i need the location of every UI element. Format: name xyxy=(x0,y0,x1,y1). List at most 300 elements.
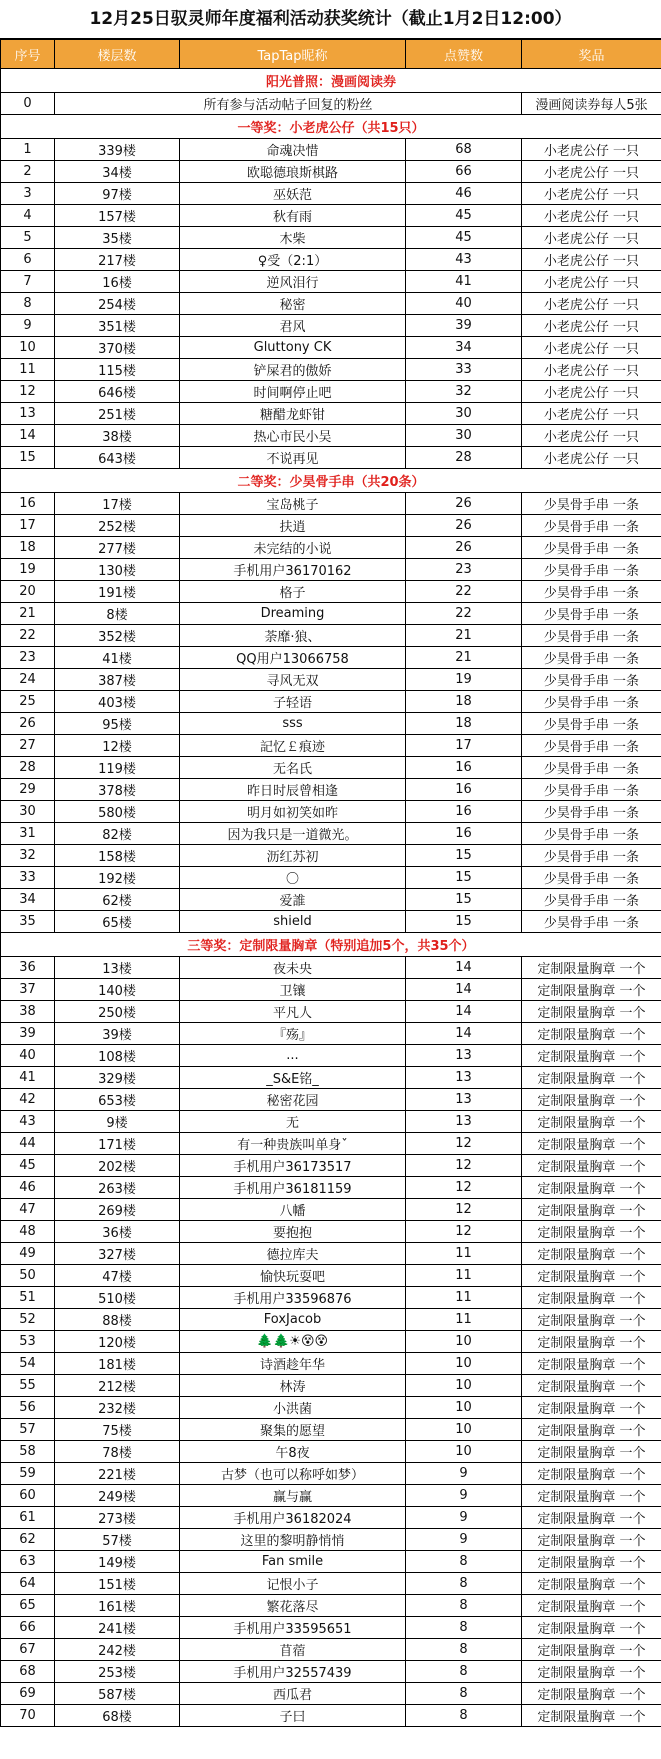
cell-prize: 定制限量胸章 一个 xyxy=(522,1023,661,1045)
cell-index: 67 xyxy=(1,1639,55,1661)
cell-index: 33 xyxy=(1,867,55,889)
cell-likes: 16 xyxy=(406,823,522,845)
table-row xyxy=(1,1089,661,1111)
cell-prize: 少昊骨手串 一条 xyxy=(522,845,661,867)
table-row xyxy=(1,801,661,823)
cell-index: 41 xyxy=(1,1067,55,1089)
header-likes: 点赞数 xyxy=(406,40,522,69)
table-row xyxy=(1,757,661,779)
table-row xyxy=(1,493,661,515)
cell-nickname: Dreaming xyxy=(180,603,406,625)
cell-nickname: 手机用户36170162 xyxy=(180,559,406,581)
cell-index: 59 xyxy=(1,1463,55,1485)
section-title: 阳光普照：漫画阅读券 xyxy=(1,69,661,93)
cell-likes: 14 xyxy=(406,1023,522,1045)
cell-likes: 14 xyxy=(406,957,522,979)
cell-index: 44 xyxy=(1,1133,55,1155)
cell-likes: 10 xyxy=(406,1375,522,1397)
cell-nickname: 宝岛桃子 xyxy=(180,493,406,515)
cell-floor: 13楼 xyxy=(55,957,180,979)
cell-index: 55 xyxy=(1,1375,55,1397)
cell-index: 12 xyxy=(1,381,55,403)
cell-floor: 8楼 xyxy=(55,603,180,625)
table-row xyxy=(1,1661,661,1683)
cell-floor: 158楼 xyxy=(55,845,180,867)
cell-nickname: 糖醋龙虾钳 xyxy=(180,403,406,425)
table-row xyxy=(1,139,661,161)
cell-nickname: FoxJacob xyxy=(180,1309,406,1331)
cell-prize: 定制限量胸章 一个 xyxy=(522,1419,661,1441)
cell-floor: 250楼 xyxy=(55,1001,180,1023)
cell-index: 14 xyxy=(1,425,55,447)
cell-prize: 定制限量胸章 一个 xyxy=(522,1221,661,1243)
cell-index: 70 xyxy=(1,1705,55,1727)
header-index: 序号 xyxy=(1,40,55,69)
table-row xyxy=(1,735,661,757)
cell-prize: 小老虎公仔 一只 xyxy=(522,249,661,271)
cell-index: 53 xyxy=(1,1331,55,1353)
table-row xyxy=(1,359,661,381)
cell-likes: 15 xyxy=(406,911,522,933)
table-row xyxy=(1,1045,661,1067)
cell-nickname: 手机用户32557439 xyxy=(180,1661,406,1683)
cell-nickname: 格子 xyxy=(180,581,406,603)
cell-floor: 119楼 xyxy=(55,757,180,779)
cell-likes: 13 xyxy=(406,1045,522,1067)
table-row xyxy=(1,911,661,933)
cell-nickname: 无 xyxy=(180,1111,406,1133)
table-row xyxy=(1,293,661,315)
header-row xyxy=(1,40,661,69)
cell-likes: 10 xyxy=(406,1331,522,1353)
table-row xyxy=(1,1485,661,1507)
header-floor: 楼层数 xyxy=(55,40,180,69)
cell-floor: 241楼 xyxy=(55,1617,180,1639)
table-row xyxy=(1,713,661,735)
cell-nickname: sss xyxy=(180,713,406,735)
table-row xyxy=(1,1199,661,1221)
table-row xyxy=(1,889,661,911)
table-row xyxy=(1,779,661,801)
cell-prize: 少昊骨手串 一条 xyxy=(522,515,661,537)
cell-index: 62 xyxy=(1,1529,55,1551)
cell-prize: 小老虎公仔 一只 xyxy=(522,425,661,447)
cell-prize: 定制限量胸章 一个 xyxy=(522,1133,661,1155)
cell-prize: 定制限量胸章 一个 xyxy=(522,1705,661,1727)
cell-nickname: 扶逍 xyxy=(180,515,406,537)
table-row xyxy=(1,1705,661,1727)
cell-prize: 小老虎公仔 一只 xyxy=(522,359,661,381)
table-row xyxy=(1,315,661,337)
cell-index: 40 xyxy=(1,1045,55,1067)
cell-index: 68 xyxy=(1,1661,55,1683)
section-title: 二等奖：少昊骨手串（共20条） xyxy=(1,469,661,493)
cell-nickname: 记恨小子 xyxy=(180,1573,406,1595)
cell-floor: 202楼 xyxy=(55,1155,180,1177)
cell-nickname: 繁花落尽 xyxy=(180,1595,406,1617)
cell-floor: 108楼 xyxy=(55,1045,180,1067)
cell-floor: 587楼 xyxy=(55,1683,180,1705)
cell-nickname: 子曰 xyxy=(180,1705,406,1727)
cell-prize: 定制限量胸章 一个 xyxy=(522,1155,661,1177)
cell-nickname: 手机用户33595651 xyxy=(180,1617,406,1639)
cell-prize: 少昊骨手串 一条 xyxy=(522,691,661,713)
table-row xyxy=(1,845,661,867)
cell-likes: 13 xyxy=(406,1111,522,1133)
table-row xyxy=(1,425,661,447)
cell-prize: 小老虎公仔 一只 xyxy=(522,139,661,161)
cell-prize: 小老虎公仔 一只 xyxy=(522,337,661,359)
cell-nickname: 林涛 xyxy=(180,1375,406,1397)
cell-prize: 少昊骨手串 一条 xyxy=(522,493,661,515)
table-row xyxy=(1,669,661,691)
cell-likes: 8 xyxy=(406,1639,522,1661)
cell-prize: 小老虎公仔 一只 xyxy=(522,381,661,403)
cell-likes: 17 xyxy=(406,735,522,757)
cell-nickname: 命魂决惜 xyxy=(180,139,406,161)
cell-index: 0 xyxy=(1,93,55,115)
cell-floor: 329楼 xyxy=(55,1067,180,1089)
cell-nickname: 小洪菌 xyxy=(180,1397,406,1419)
table-row xyxy=(1,1683,661,1705)
cell-likes: 41 xyxy=(406,271,522,293)
cell-prize: 定制限量胸章 一个 xyxy=(522,1683,661,1705)
header-nickname: TapTap昵称 xyxy=(180,40,406,69)
cell-floor: 75楼 xyxy=(55,1419,180,1441)
cell-prize: 少昊骨手串 一条 xyxy=(522,801,661,823)
table-row xyxy=(1,271,661,293)
cell-likes: 10 xyxy=(406,1397,522,1419)
cell-likes: 11 xyxy=(406,1309,522,1331)
cell-floor: 161楼 xyxy=(55,1595,180,1617)
cell-floor: 115楼 xyxy=(55,359,180,381)
cell-likes: 15 xyxy=(406,845,522,867)
cell-nickname: 昨日时辰曾相逢 xyxy=(180,779,406,801)
cell-index: 11 xyxy=(1,359,55,381)
cell-nickname: 这里的黎明静悄悄 xyxy=(180,1529,406,1551)
cell-index: 4 xyxy=(1,205,55,227)
table-row xyxy=(1,1595,661,1617)
cell-floor: 646楼 xyxy=(55,381,180,403)
cell-likes: 22 xyxy=(406,603,522,625)
cell-nickname: QQ用户13066758 xyxy=(180,647,406,669)
table-row xyxy=(1,1001,661,1023)
cell-floor: 351楼 xyxy=(55,315,180,337)
cell-floor: 34楼 xyxy=(55,161,180,183)
table-row xyxy=(1,537,661,559)
table-row xyxy=(1,625,661,647)
cell-nickname: 手机用户33596876 xyxy=(180,1287,406,1309)
cell-nickname: 秘密花园 xyxy=(180,1089,406,1111)
table-row xyxy=(1,1023,661,1045)
cell-floor: 181楼 xyxy=(55,1353,180,1375)
cell-likes: 15 xyxy=(406,889,522,911)
cell-floor: 68楼 xyxy=(55,1705,180,1727)
cell-floor: 327楼 xyxy=(55,1243,180,1265)
table-row xyxy=(1,1111,661,1133)
cell-floor: 78楼 xyxy=(55,1441,180,1463)
cell-floor: 191楼 xyxy=(55,581,180,603)
cell-index: 23 xyxy=(1,647,55,669)
cell-nickname: 愉快玩耍吧 xyxy=(180,1265,406,1287)
cell-index: 16 xyxy=(1,493,55,515)
cell-likes: 11 xyxy=(406,1287,522,1309)
cell-likes: 39 xyxy=(406,315,522,337)
cell-likes: 13 xyxy=(406,1067,522,1089)
table-row xyxy=(1,1309,661,1331)
cell-likes: 45 xyxy=(406,205,522,227)
cell-prize: 定制限量胸章 一个 xyxy=(522,1639,661,1661)
table-row xyxy=(1,1397,661,1419)
cell-floor: 41楼 xyxy=(55,647,180,669)
cell-prize: 少昊骨手串 一条 xyxy=(522,823,661,845)
table-row xyxy=(1,1287,661,1309)
section-title: 一等奖：小老虎公仔（共15只） xyxy=(1,115,661,139)
section-row xyxy=(1,933,661,957)
cell-index: 20 xyxy=(1,581,55,603)
table-row xyxy=(1,93,661,115)
cell-nickname: 爱誰 xyxy=(180,889,406,911)
cell-index: 18 xyxy=(1,537,55,559)
cell-index: 1 xyxy=(1,139,55,161)
cell-floor: 192楼 xyxy=(55,867,180,889)
cell-likes: 30 xyxy=(406,425,522,447)
cell-index: 39 xyxy=(1,1023,55,1045)
table-row xyxy=(1,581,661,603)
cell-prize: 小老虎公仔 一只 xyxy=(522,293,661,315)
cell-likes: 16 xyxy=(406,757,522,779)
cell-floor: 263楼 xyxy=(55,1177,180,1199)
cell-likes: 26 xyxy=(406,537,522,559)
cell-prize: 定制限量胸章 一个 xyxy=(522,1463,661,1485)
cell-index: 57 xyxy=(1,1419,55,1441)
cell-prize: 定制限量胸章 一个 xyxy=(522,979,661,1001)
cell-index: 42 xyxy=(1,1089,55,1111)
cell-index: 28 xyxy=(1,757,55,779)
table-row xyxy=(1,1155,661,1177)
table-row xyxy=(1,1133,661,1155)
cell-prize: 定制限量胸章 一个 xyxy=(522,1353,661,1375)
cell-nickname: 寻风无双 xyxy=(180,669,406,691)
cell-index: 26 xyxy=(1,713,55,735)
cell-index: 3 xyxy=(1,183,55,205)
cell-likes: 8 xyxy=(406,1683,522,1705)
cell-index: 19 xyxy=(1,559,55,581)
table-row xyxy=(1,1617,661,1639)
cell-description: 所有参与活动帖子回复的粉丝 xyxy=(55,93,522,115)
cell-index: 45 xyxy=(1,1155,55,1177)
table-row xyxy=(1,1221,661,1243)
cell-likes: 12 xyxy=(406,1199,522,1221)
cell-likes: 11 xyxy=(406,1243,522,1265)
table-row xyxy=(1,957,661,979)
page-title: 12月25日驭灵师年度福利活动获奖统计（截止1月2日12:00） xyxy=(0,0,661,39)
cell-prize: 定制限量胸章 一个 xyxy=(522,1375,661,1397)
table-row xyxy=(1,1331,661,1353)
cell-floor: 510楼 xyxy=(55,1287,180,1309)
cell-floor: 643楼 xyxy=(55,447,180,469)
cell-floor: 242楼 xyxy=(55,1639,180,1661)
cell-likes: 10 xyxy=(406,1353,522,1375)
cell-likes: 9 xyxy=(406,1529,522,1551)
cell-likes: 23 xyxy=(406,559,522,581)
cell-floor: 157楼 xyxy=(55,205,180,227)
cell-floor: 38楼 xyxy=(55,425,180,447)
cell-nickname: 平凡人 xyxy=(180,1001,406,1023)
cell-likes: 46 xyxy=(406,183,522,205)
table-row xyxy=(1,1507,661,1529)
cell-index: 49 xyxy=(1,1243,55,1265)
cell-likes: 16 xyxy=(406,801,522,823)
table-row xyxy=(1,1639,661,1661)
cell-floor: 65楼 xyxy=(55,911,180,933)
cell-nickname: 卫镶 xyxy=(180,979,406,1001)
cell-prize: 漫画阅读券每人5张 xyxy=(522,93,661,115)
cell-nickname: 沥红苏初 xyxy=(180,845,406,867)
cell-index: 65 xyxy=(1,1595,55,1617)
table-row xyxy=(1,1463,661,1485)
cell-prize: 定制限量胸章 一个 xyxy=(522,1397,661,1419)
cell-prize: 小老虎公仔 一只 xyxy=(522,183,661,205)
cell-index: 6 xyxy=(1,249,55,271)
table-row xyxy=(1,1177,661,1199)
cell-floor: 254楼 xyxy=(55,293,180,315)
cell-index: 31 xyxy=(1,823,55,845)
cell-floor: 120楼 xyxy=(55,1331,180,1353)
cell-nickname: 欧聪德琅斯棋路 xyxy=(180,161,406,183)
cell-prize: 少昊骨手串 一条 xyxy=(522,911,661,933)
cell-likes: 14 xyxy=(406,1001,522,1023)
cell-likes: 10 xyxy=(406,1419,522,1441)
table-row xyxy=(1,647,661,669)
cell-index: 61 xyxy=(1,1507,55,1529)
cell-floor: 653楼 xyxy=(55,1089,180,1111)
cell-prize: 定制限量胸章 一个 xyxy=(522,1331,661,1353)
table-row xyxy=(1,867,661,889)
cell-floor: 171楼 xyxy=(55,1133,180,1155)
table-row xyxy=(1,603,661,625)
cell-index: 10 xyxy=(1,337,55,359)
cell-prize: 少昊骨手串 一条 xyxy=(522,889,661,911)
cell-index: 36 xyxy=(1,957,55,979)
table-row xyxy=(1,691,661,713)
table-row xyxy=(1,403,661,425)
cell-floor: 269楼 xyxy=(55,1199,180,1221)
cell-index: 47 xyxy=(1,1199,55,1221)
cell-nickname: 手机用户36182024 xyxy=(180,1507,406,1529)
cell-nickname: 秋有雨 xyxy=(180,205,406,227)
cell-prize: 定制限量胸章 一个 xyxy=(522,1551,661,1573)
cell-nickname: 巫妖范 xyxy=(180,183,406,205)
cell-prize: 定制限量胸章 一个 xyxy=(522,1573,661,1595)
cell-likes: 66 xyxy=(406,161,522,183)
cell-prize: 定制限量胸章 一个 xyxy=(522,957,661,979)
cell-nickname: Fan smile xyxy=(180,1551,406,1573)
cell-floor: 253楼 xyxy=(55,1661,180,1683)
cell-index: 2 xyxy=(1,161,55,183)
cell-likes: 12 xyxy=(406,1155,522,1177)
cell-likes: 19 xyxy=(406,669,522,691)
cell-index: 48 xyxy=(1,1221,55,1243)
cell-prize: 定制限量胸章 一个 xyxy=(522,1485,661,1507)
cell-nickname: 古梦（也可以称呼如梦） xyxy=(180,1463,406,1485)
cell-index: 56 xyxy=(1,1397,55,1419)
cell-nickname: 君风 xyxy=(180,315,406,337)
cell-likes: 8 xyxy=(406,1551,522,1573)
cell-index: 51 xyxy=(1,1287,55,1309)
cell-floor: 57楼 xyxy=(55,1529,180,1551)
cell-index: 25 xyxy=(1,691,55,713)
cell-prize: 定制限量胸章 一个 xyxy=(522,1243,661,1265)
cell-likes: 9 xyxy=(406,1463,522,1485)
cell-floor: 35楼 xyxy=(55,227,180,249)
cell-floor: 580楼 xyxy=(55,801,180,823)
section-row xyxy=(1,115,661,139)
table-row xyxy=(1,1353,661,1375)
cell-likes: 45 xyxy=(406,227,522,249)
cell-index: 38 xyxy=(1,1001,55,1023)
table-row xyxy=(1,1265,661,1287)
cell-prize: 少昊骨手串 一条 xyxy=(522,779,661,801)
cell-likes: 8 xyxy=(406,1705,522,1727)
cell-index: 24 xyxy=(1,669,55,691)
cell-nickname: 聚集的愿望 xyxy=(180,1419,406,1441)
cell-index: 32 xyxy=(1,845,55,867)
table-row xyxy=(1,1375,661,1397)
cell-floor: 370楼 xyxy=(55,337,180,359)
cell-nickname: 时间啊停止吧 xyxy=(180,381,406,403)
cell-prize: 少昊骨手串 一条 xyxy=(522,537,661,559)
cell-nickname: 『殇』 xyxy=(180,1023,406,1045)
cell-nickname: 因为我只是一道微光。 xyxy=(180,823,406,845)
cell-index: 60 xyxy=(1,1485,55,1507)
cell-prize: 定制限量胸章 一个 xyxy=(522,1045,661,1067)
cell-index: 8 xyxy=(1,293,55,315)
cell-prize: 少昊骨手串 一条 xyxy=(522,735,661,757)
cell-floor: 130楼 xyxy=(55,559,180,581)
cell-prize: 定制限量胸章 一个 xyxy=(522,1265,661,1287)
cell-likes: 34 xyxy=(406,337,522,359)
header-prize: 奖品 xyxy=(522,40,661,69)
cell-floor: 16楼 xyxy=(55,271,180,293)
table-row xyxy=(1,381,661,403)
cell-nickname: 〇 xyxy=(180,867,406,889)
cell-index: 66 xyxy=(1,1617,55,1639)
cell-nickname: 热心市民小吴 xyxy=(180,425,406,447)
cell-index: 35 xyxy=(1,911,55,933)
cell-likes: 28 xyxy=(406,447,522,469)
cell-prize: 少昊骨手串 一条 xyxy=(522,647,661,669)
cell-likes: 33 xyxy=(406,359,522,381)
cell-nickname: 子轻语 xyxy=(180,691,406,713)
table-row xyxy=(1,1067,661,1089)
cell-index: 58 xyxy=(1,1441,55,1463)
cell-floor: 339楼 xyxy=(55,139,180,161)
cell-prize: 小老虎公仔 一只 xyxy=(522,271,661,293)
cell-index: 27 xyxy=(1,735,55,757)
cell-likes: 68 xyxy=(406,139,522,161)
cell-prize: 少昊骨手串 一条 xyxy=(522,669,661,691)
table-row xyxy=(1,1529,661,1551)
cell-prize: 定制限量胸章 一个 xyxy=(522,1595,661,1617)
cell-floor: 36楼 xyxy=(55,1221,180,1243)
cell-prize: 定制限量胸章 一个 xyxy=(522,1199,661,1221)
cell-likes: 8 xyxy=(406,1617,522,1639)
cell-floor: 217楼 xyxy=(55,249,180,271)
table-row xyxy=(1,1573,661,1595)
cell-nickname: 八幡 xyxy=(180,1199,406,1221)
cell-nickname: Gluttony CK xyxy=(180,337,406,359)
